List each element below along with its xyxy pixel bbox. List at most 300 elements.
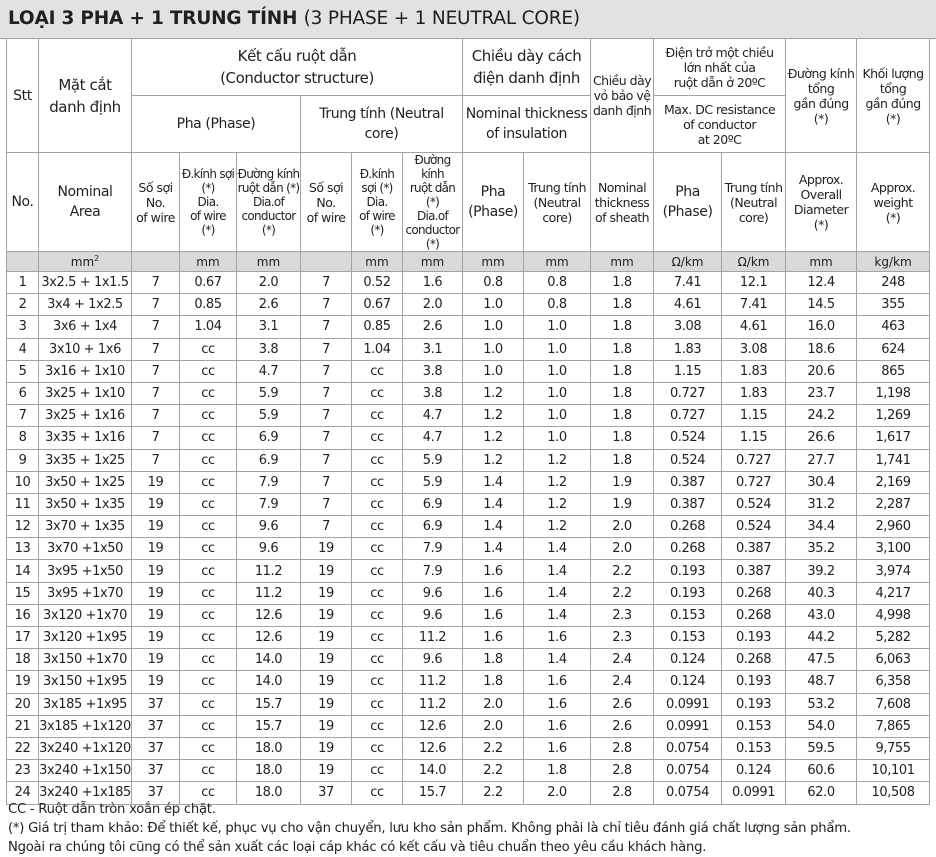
table-cell: 1.0 bbox=[463, 316, 524, 338]
table-cell: 2 bbox=[7, 294, 39, 316]
table-cell: 3.8 bbox=[403, 360, 463, 382]
table-cell: 11.2 bbox=[403, 693, 463, 715]
table-cell: 12.6 bbox=[403, 715, 463, 737]
table-cell: 19 bbox=[301, 538, 352, 560]
header-insulation-vi: Chiều dày cách điện danh định bbox=[463, 39, 591, 96]
table-cell: 7 bbox=[132, 294, 180, 316]
table-cell: 3.08 bbox=[722, 338, 786, 360]
table-cell: 1.6 bbox=[524, 737, 591, 759]
table-cell: 0.153 bbox=[722, 737, 786, 759]
table-cell: 14.0 bbox=[403, 760, 463, 782]
table-cell: 34.4 bbox=[786, 516, 857, 538]
table-cell: 2.0 bbox=[403, 294, 463, 316]
table-cell: 0.193 bbox=[722, 693, 786, 715]
header-stt: Stt bbox=[7, 39, 39, 153]
unit-cell: Ω/km bbox=[654, 252, 722, 272]
table-cell: 0.0754 bbox=[654, 782, 722, 804]
table-cell: 7 bbox=[7, 405, 39, 427]
header-resistance-vi: Điện trở một chiều lớn nhất của ruột dẫn ở 20ºC bbox=[654, 39, 786, 96]
header-area-vi: Mặt cắt danh định bbox=[39, 39, 132, 153]
table-cell: 0.67 bbox=[352, 294, 403, 316]
table-cell: 2.0 bbox=[463, 715, 524, 737]
table-cell: 19 bbox=[132, 493, 180, 515]
table-cell: 5.9 bbox=[403, 471, 463, 493]
table-cell: cc bbox=[180, 760, 237, 782]
table-cell: 2.2 bbox=[463, 782, 524, 804]
table-cell: 1.0 bbox=[463, 294, 524, 316]
table-row bbox=[7, 449, 930, 471]
table-cell: 14.0 bbox=[237, 671, 301, 693]
table-cell: 3x185 +1x95 bbox=[39, 693, 132, 715]
table-cell: cc bbox=[180, 627, 237, 649]
header-resistance-phase: Pha (Phase) bbox=[654, 153, 722, 252]
unit-cell bbox=[132, 252, 180, 272]
table-cell: 6.9 bbox=[237, 449, 301, 471]
table-cell: 7 bbox=[301, 493, 352, 515]
table-cell: 0.268 bbox=[722, 604, 786, 626]
table-cell: 3 bbox=[7, 316, 39, 338]
table-cell: 2.0 bbox=[463, 693, 524, 715]
table-cell: 18.0 bbox=[237, 760, 301, 782]
table-cell: 2.2 bbox=[463, 760, 524, 782]
table-cell: 18.6 bbox=[786, 338, 857, 360]
table-cell: cc bbox=[180, 471, 237, 493]
table-cell: 5.9 bbox=[237, 405, 301, 427]
table-cell: 19 bbox=[301, 582, 352, 604]
table-cell: 7 bbox=[301, 516, 352, 538]
table-cell: 0.268 bbox=[722, 582, 786, 604]
table-cell: 3x70 +1x50 bbox=[39, 538, 132, 560]
table-cell: 24.2 bbox=[786, 405, 857, 427]
table-cell: 0.0991 bbox=[654, 693, 722, 715]
table-cell: 10,508 bbox=[857, 782, 930, 804]
unit-cell: mm bbox=[591, 252, 654, 272]
note-custom: Ngoài ra chúng tôi cũng có thể sản xuất các loại cáp khác có kết cấu và tiêu chuẩn theo yêu cầu khách hàng. bbox=[8, 840, 707, 855]
table-cell: 19 bbox=[132, 649, 180, 671]
table-cell: cc bbox=[352, 493, 403, 515]
table-cell: 1.4 bbox=[524, 604, 591, 626]
table-cell: 1.8 bbox=[591, 294, 654, 316]
table-cell: 7 bbox=[301, 449, 352, 471]
table-cell: 37 bbox=[301, 782, 352, 804]
header-diameter-en: Approx. Overall Diameter (*) bbox=[786, 153, 857, 252]
table-cell: 0.153 bbox=[654, 604, 722, 626]
table-cell: 7 bbox=[301, 272, 352, 294]
table-cell: 2,287 bbox=[857, 493, 930, 515]
table-cell: 7 bbox=[132, 316, 180, 338]
table-cell: 15.7 bbox=[237, 715, 301, 737]
table-cell: 0.193 bbox=[654, 560, 722, 582]
table-cell: 1.4 bbox=[524, 538, 591, 560]
table-cell: 7.9 bbox=[237, 493, 301, 515]
table-cell: 14.0 bbox=[237, 649, 301, 671]
table-cell: 19 bbox=[301, 737, 352, 759]
header-weight-en: Approx. weight (*) bbox=[857, 153, 930, 252]
table-cell: 7 bbox=[301, 382, 352, 404]
header-phase-dia-conductor: Đường kính ruột dẫn (*) Dia.of conductor (*) bbox=[237, 153, 301, 252]
table-cell: 1.8 bbox=[463, 671, 524, 693]
table-cell: 1.6 bbox=[463, 604, 524, 626]
table-cell: 11.2 bbox=[237, 582, 301, 604]
table-cell: 2,169 bbox=[857, 471, 930, 493]
table-cell: 1.6 bbox=[524, 693, 591, 715]
table-cell: 1.0 bbox=[524, 405, 591, 427]
table-cell: 11.2 bbox=[403, 671, 463, 693]
table-cell: 12.6 bbox=[237, 627, 301, 649]
table-row bbox=[7, 737, 930, 759]
table-cell: 3x95 +1x70 bbox=[39, 582, 132, 604]
table-row bbox=[7, 560, 930, 582]
table-cell: 355 bbox=[857, 294, 930, 316]
table-cell: cc bbox=[352, 560, 403, 582]
table-cell: 1,198 bbox=[857, 382, 930, 404]
table-cell: 19 bbox=[132, 516, 180, 538]
unit-cell bbox=[7, 252, 39, 272]
table-cell: 15 bbox=[7, 582, 39, 604]
table-cell: 0.0754 bbox=[654, 760, 722, 782]
table-cell: 14 bbox=[7, 560, 39, 582]
unit-cell: mm bbox=[352, 252, 403, 272]
table-cell: 0.387 bbox=[722, 538, 786, 560]
table-cell: 23 bbox=[7, 760, 39, 782]
table-row bbox=[7, 493, 930, 515]
table-cell: 3x150 +1x70 bbox=[39, 649, 132, 671]
header-phase-dia-wire: Đ.kính sợi (*) Dia. of wire (*) bbox=[180, 153, 237, 252]
table-cell: 0.193 bbox=[722, 627, 786, 649]
header-phase-num-wire: Số sợi No. of wire bbox=[132, 153, 180, 252]
table-cell: 0.727 bbox=[654, 382, 722, 404]
header-neutral-group: Trung tính (Neutral core) bbox=[301, 96, 463, 153]
table-cell: 7.9 bbox=[237, 471, 301, 493]
table-cell: 248 bbox=[857, 272, 930, 294]
table-cell: 0.524 bbox=[654, 427, 722, 449]
table-row bbox=[7, 360, 930, 382]
table-cell: 0.8 bbox=[524, 272, 591, 294]
table-row bbox=[7, 294, 930, 316]
table-cell: 7.41 bbox=[722, 294, 786, 316]
table-cell: 2,960 bbox=[857, 516, 930, 538]
table-cell: cc bbox=[352, 782, 403, 804]
table-cell: 1.8 bbox=[591, 405, 654, 427]
table-cell: 7 bbox=[301, 360, 352, 382]
table-cell: 40.3 bbox=[786, 582, 857, 604]
table-cell: 0.387 bbox=[654, 471, 722, 493]
table-cell: 7,865 bbox=[857, 715, 930, 737]
table-cell: cc bbox=[180, 737, 237, 759]
table-cell: 624 bbox=[857, 338, 930, 360]
title-bar bbox=[0, 0, 936, 39]
table-row bbox=[7, 272, 930, 294]
table-cell: 1.4 bbox=[463, 471, 524, 493]
table-cell: cc bbox=[180, 338, 237, 360]
table-cell: 3x70 + 1x35 bbox=[39, 516, 132, 538]
table-cell: 5 bbox=[7, 360, 39, 382]
table-cell: 0.8 bbox=[463, 272, 524, 294]
unit-cell: mm bbox=[463, 252, 524, 272]
table-cell: 4 bbox=[7, 338, 39, 360]
table-cell: 3x35 + 1x25 bbox=[39, 449, 132, 471]
table-cell: 1.4 bbox=[524, 649, 591, 671]
table-row bbox=[7, 427, 930, 449]
table-cell: 18.0 bbox=[237, 782, 301, 804]
table-cell: cc bbox=[352, 360, 403, 382]
table-cell: cc bbox=[352, 627, 403, 649]
header-conductor-structure: Kết cấu ruột dẫn (Conductor structure) bbox=[132, 39, 463, 96]
table-cell: 0.268 bbox=[654, 516, 722, 538]
table-cell: 7.41 bbox=[654, 272, 722, 294]
cable-spec-table bbox=[6, 38, 930, 805]
table-cell: 19 bbox=[132, 671, 180, 693]
table-cell: 16.0 bbox=[786, 316, 857, 338]
table-row bbox=[7, 471, 930, 493]
header-insulation-neutral: Trung tính (Neutral core) bbox=[524, 153, 591, 252]
table-cell: 1.83 bbox=[654, 338, 722, 360]
table-cell: cc bbox=[352, 649, 403, 671]
unit-cell: $mm^2$ bbox=[39, 252, 132, 272]
unit-cell: mm bbox=[403, 252, 463, 272]
table-row bbox=[7, 715, 930, 737]
table-cell: cc bbox=[352, 538, 403, 560]
table-cell: 17 bbox=[7, 627, 39, 649]
table-cell: 3.1 bbox=[237, 316, 301, 338]
table-cell: 12.6 bbox=[403, 737, 463, 759]
table-cell: 3x25 + 1x16 bbox=[39, 405, 132, 427]
table-cell: 1.4 bbox=[463, 538, 524, 560]
table-cell: 3,100 bbox=[857, 538, 930, 560]
table-cell: 9.6 bbox=[403, 649, 463, 671]
table-cell: 0.0991 bbox=[722, 782, 786, 804]
table-cell: 6.9 bbox=[403, 493, 463, 515]
table-cell: 1.0 bbox=[524, 382, 591, 404]
table-cell: 60.6 bbox=[786, 760, 857, 782]
table-cell: 7 bbox=[301, 471, 352, 493]
table-cell: cc bbox=[180, 449, 237, 471]
table-cell: 54.0 bbox=[786, 715, 857, 737]
table-cell: 1.4 bbox=[524, 582, 591, 604]
table-cell: 0.124 bbox=[654, 649, 722, 671]
table-cell: 62.0 bbox=[786, 782, 857, 804]
table-cell: 0.85 bbox=[352, 316, 403, 338]
header-sheath-en: Nominal thickness of sheath bbox=[591, 153, 654, 252]
table-cell: 0.727 bbox=[722, 449, 786, 471]
table-cell: 12.4 bbox=[786, 272, 857, 294]
table-cell: cc bbox=[180, 649, 237, 671]
table-cell: 2.3 bbox=[591, 627, 654, 649]
table-cell: 0.524 bbox=[722, 493, 786, 515]
table-cell: 1.2 bbox=[524, 493, 591, 515]
table-cell: 4.61 bbox=[654, 294, 722, 316]
table-cell: cc bbox=[352, 405, 403, 427]
table-cell: 5,282 bbox=[857, 627, 930, 649]
table-cell: 0.85 bbox=[180, 294, 237, 316]
table-cell: 1.8 bbox=[591, 427, 654, 449]
table-cell: 1.8 bbox=[591, 272, 654, 294]
table-cell: 19 bbox=[301, 627, 352, 649]
table-cell: 9.6 bbox=[403, 604, 463, 626]
table-cell: 3.8 bbox=[237, 338, 301, 360]
table-cell: 4.7 bbox=[403, 427, 463, 449]
table-cell: 7.9 bbox=[403, 538, 463, 560]
table-cell: 2.8 bbox=[591, 760, 654, 782]
table-cell: 18 bbox=[7, 649, 39, 671]
table-cell: 7.9 bbox=[403, 560, 463, 582]
table-cell: 53.2 bbox=[786, 693, 857, 715]
table-cell: 0.727 bbox=[654, 405, 722, 427]
table-cell: 0.268 bbox=[654, 538, 722, 560]
table-cell: 6.9 bbox=[237, 427, 301, 449]
table-cell: 0.0754 bbox=[654, 737, 722, 759]
table-cell: 3x16 + 1x10 bbox=[39, 360, 132, 382]
table-row bbox=[7, 693, 930, 715]
table-cell: 7 bbox=[301, 316, 352, 338]
table-cell: 18.0 bbox=[237, 737, 301, 759]
table-cell: cc bbox=[180, 715, 237, 737]
table-cell: 1,741 bbox=[857, 449, 930, 471]
table-cell: 1.4 bbox=[524, 560, 591, 582]
header-insulation-phase: Pha (Phase) bbox=[463, 153, 524, 252]
table-cell: 1.0 bbox=[524, 338, 591, 360]
table-cell: 2.4 bbox=[591, 649, 654, 671]
table-cell: 9,755 bbox=[857, 737, 930, 759]
table-cell: 0.153 bbox=[654, 627, 722, 649]
table-cell: 9.6 bbox=[403, 582, 463, 604]
table-cell: 1.83 bbox=[722, 382, 786, 404]
table-cell: 463 bbox=[857, 316, 930, 338]
header-neutral-dia-conductor: Đường kính ruột dẫn (*) Dia.of conductor (*) bbox=[403, 153, 463, 252]
table-cell: 6 bbox=[7, 382, 39, 404]
table-cell: 7 bbox=[132, 405, 180, 427]
table-cell: cc bbox=[180, 382, 237, 404]
table-cell: 1.04 bbox=[352, 338, 403, 360]
table-cell: 7 bbox=[132, 449, 180, 471]
table-cell: 37 bbox=[132, 693, 180, 715]
table-cell: 19 bbox=[301, 715, 352, 737]
table-cell: 1.8 bbox=[591, 449, 654, 471]
table-cell: 3x95 +1x50 bbox=[39, 560, 132, 582]
table-cell: 1.0 bbox=[463, 360, 524, 382]
table-cell: 3.08 bbox=[654, 316, 722, 338]
table-cell: 1.0 bbox=[524, 427, 591, 449]
table-cell: 7 bbox=[132, 272, 180, 294]
table-cell: 37 bbox=[132, 715, 180, 737]
table-cell: 19 bbox=[301, 649, 352, 671]
table-cell: 1.6 bbox=[524, 627, 591, 649]
table-cell: cc bbox=[180, 538, 237, 560]
table-cell: 59.5 bbox=[786, 737, 857, 759]
header-resistance-en: Max. DC resistance of conductor at 20ºC bbox=[654, 96, 786, 153]
table-cell: 7 bbox=[301, 427, 352, 449]
table-row bbox=[7, 649, 930, 671]
table-cell: 1.15 bbox=[722, 427, 786, 449]
table-cell: 7 bbox=[301, 405, 352, 427]
table-cell: 2.4 bbox=[591, 671, 654, 693]
table-cell: 2.8 bbox=[591, 782, 654, 804]
table-cell: 9.6 bbox=[237, 516, 301, 538]
table-cell: 1.0 bbox=[463, 338, 524, 360]
table-cell: 0.387 bbox=[654, 493, 722, 515]
table-cell: 1.8 bbox=[591, 316, 654, 338]
table-cell: 19 bbox=[301, 671, 352, 693]
table-cell: 6,358 bbox=[857, 671, 930, 693]
table-row bbox=[7, 582, 930, 604]
table-cell: 3x4 + 1x2.5 bbox=[39, 294, 132, 316]
table-cell: 2.2 bbox=[591, 582, 654, 604]
table-cell: 19 bbox=[132, 538, 180, 560]
table-cell: 7 bbox=[132, 382, 180, 404]
table-cell: 3.8 bbox=[403, 382, 463, 404]
table-cell: 1.9 bbox=[591, 493, 654, 515]
table-cell: 8 bbox=[7, 427, 39, 449]
table-cell: 2.6 bbox=[403, 316, 463, 338]
table-cell: cc bbox=[352, 382, 403, 404]
table-cell: 1.6 bbox=[403, 272, 463, 294]
unit-cell: Ω/km bbox=[722, 252, 786, 272]
table-cell: 3x25 + 1x10 bbox=[39, 382, 132, 404]
table-cell: cc bbox=[180, 360, 237, 382]
unit-cell: mm bbox=[180, 252, 237, 272]
table-cell: 12.1 bbox=[722, 272, 786, 294]
table-cell: 5.9 bbox=[403, 449, 463, 471]
table-cell: 19 bbox=[132, 627, 180, 649]
footnotes bbox=[8, 800, 851, 857]
unit-cell: kg/km bbox=[857, 252, 930, 272]
table-cell: 3x10 + 1x6 bbox=[39, 338, 132, 360]
table-row bbox=[7, 627, 930, 649]
table-cell: 13 bbox=[7, 538, 39, 560]
table-cell: 3x240 +1x120 bbox=[39, 737, 132, 759]
table-cell: cc bbox=[180, 560, 237, 582]
header-phase-group: Pha (Phase) bbox=[132, 96, 301, 153]
header-insulation-en: Nominal thickness of insulation bbox=[463, 96, 591, 153]
table-cell: 2.2 bbox=[591, 560, 654, 582]
table-cell: 19 bbox=[132, 604, 180, 626]
table-cell: 0.193 bbox=[654, 582, 722, 604]
table-cell: 7 bbox=[301, 294, 352, 316]
unit-cell bbox=[301, 252, 352, 272]
table-cell: 1.8 bbox=[463, 649, 524, 671]
table-cell: 0.124 bbox=[654, 671, 722, 693]
table-cell: 2.6 bbox=[237, 294, 301, 316]
table-cell: 44.2 bbox=[786, 627, 857, 649]
table-cell: 14.5 bbox=[786, 294, 857, 316]
table-row bbox=[7, 405, 930, 427]
table-cell: 1.04 bbox=[180, 316, 237, 338]
table-cell: 16 bbox=[7, 604, 39, 626]
table-cell: 3,974 bbox=[857, 560, 930, 582]
table-cell: 3x240 +1x185 bbox=[39, 782, 132, 804]
title-normal: (3 PHASE + 1 NEUTRAL CORE) bbox=[303, 8, 580, 29]
header-sheath-vi: Chiều dày vỏ bảo vệ danh định bbox=[591, 39, 654, 153]
table-cell: 37 bbox=[132, 760, 180, 782]
table-cell: 7,608 bbox=[857, 693, 930, 715]
header-area-en: Nominal Area bbox=[39, 153, 132, 252]
table-cell: cc bbox=[352, 582, 403, 604]
table-cell: 7 bbox=[132, 338, 180, 360]
table-cell: cc bbox=[180, 604, 237, 626]
table-cell: cc bbox=[180, 782, 237, 804]
table-cell: 19 bbox=[132, 560, 180, 582]
table-cell: 37 bbox=[132, 782, 180, 804]
table-cell: 2.0 bbox=[591, 538, 654, 560]
table-cell: 1.0 bbox=[524, 360, 591, 382]
table-cell: 27.7 bbox=[786, 449, 857, 471]
note-reference: (*) Giá trị tham khảo: Để thiết kế, phục vụ cho vận chuyển, lưu kho sản phẩm. Không phải là chỉ tiêu đánh giá chất lượng sản phẩm. bbox=[8, 821, 851, 836]
table-cell: 1 bbox=[7, 272, 39, 294]
table-cell: 24 bbox=[7, 782, 39, 804]
table-cell: 3x150 +1x95 bbox=[39, 671, 132, 693]
table-cell: 3x50 + 1x35 bbox=[39, 493, 132, 515]
table-cell: 15.7 bbox=[403, 782, 463, 804]
